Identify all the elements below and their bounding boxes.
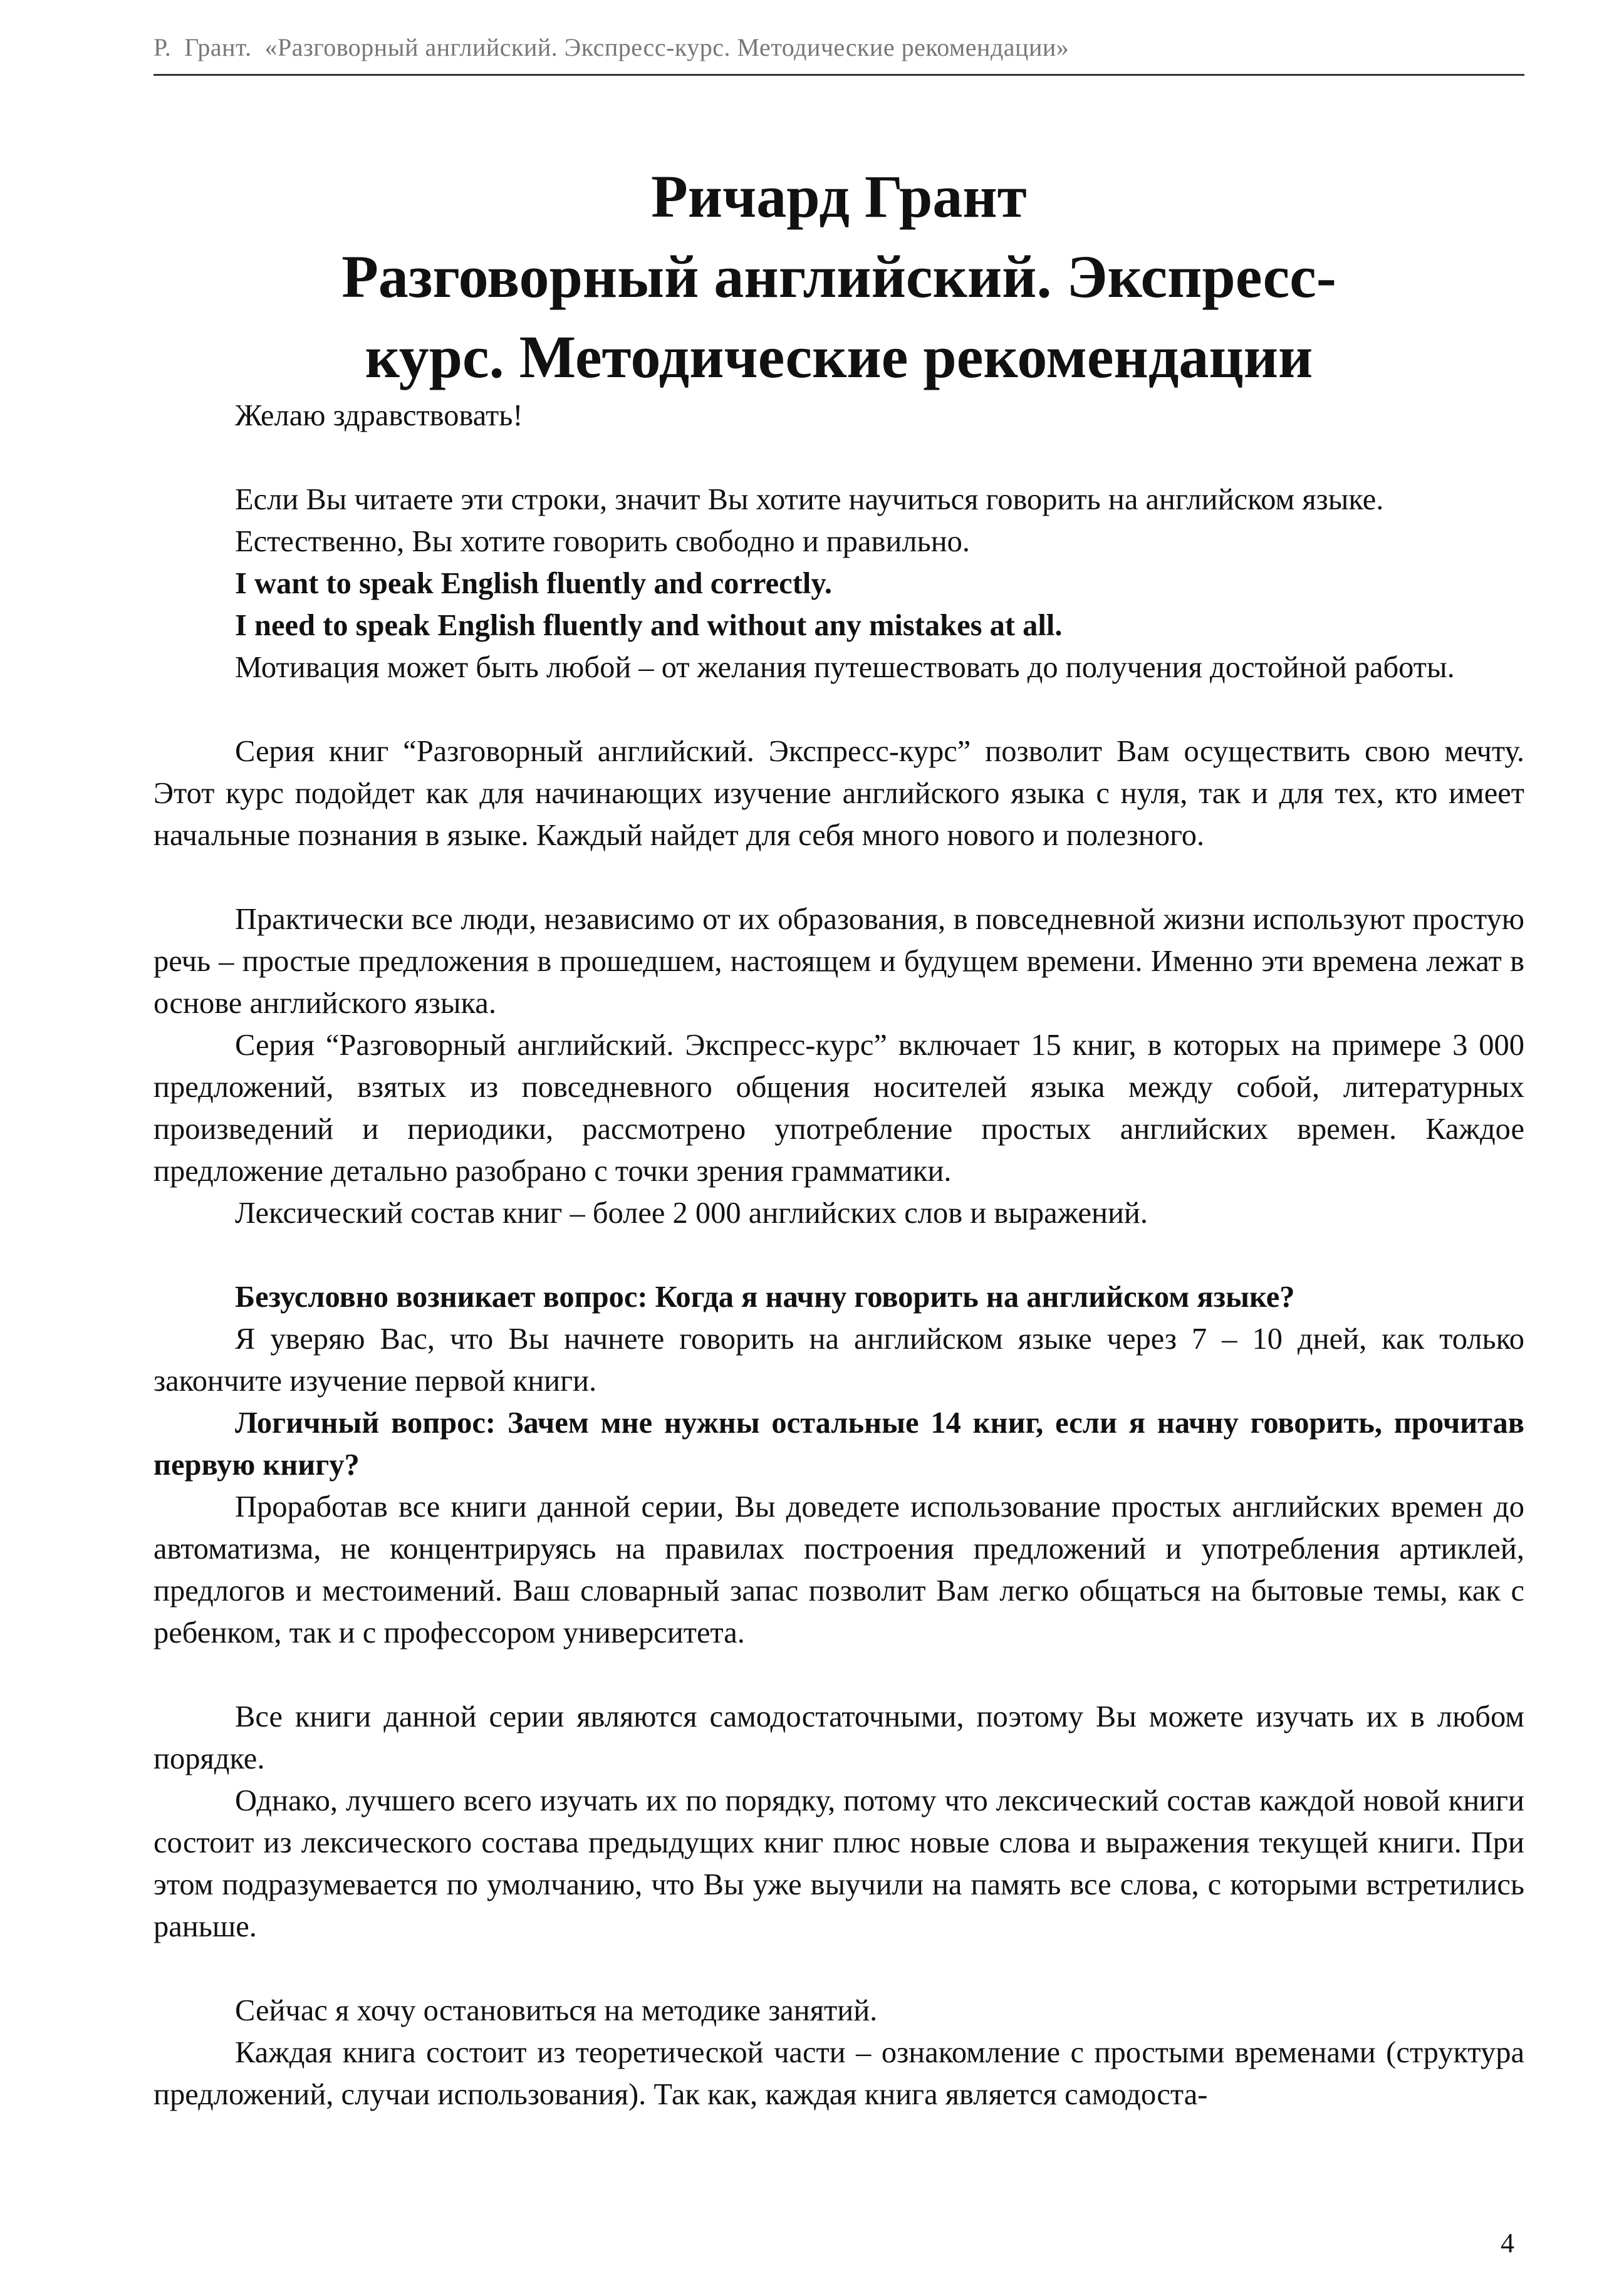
- paragraph-gap: [154, 1654, 1524, 1696]
- paragraph: Если Вы читаете эти строки, значит Вы хотите научиться говорить на английском языке.: [235, 483, 1384, 516]
- paragraph: Серия “Разговорный английский. Экспресс-курс” включает 15 книг, в которых на примере 3 000 предложений, взятых из повседневного общения носителей языка между собой, литературных произведений и периодики, рассмотрено употребление простых английских времен. Каждое предложение детально разобрано с точки зрения грамматики.: [154, 1029, 1524, 1188]
- paragraph-gap: [154, 437, 1524, 479]
- paragraph: Проработав все книги данной серии, Вы доведете использование простых английских времен до автоматизма, не концентрируясь на правилах построения предложений и употребления артиклей, предлогов и местоимений. Ваш словарный запас позволит Вам легко общаться на бытовые темы, как с ребенком, так и с профессором университета.: [154, 1490, 1524, 1649]
- paragraph: Естественно, Вы хотите говорить свободно и правильно.: [235, 525, 971, 558]
- paragraph-gap: [154, 856, 1524, 898]
- paragraph: Однако, лучшего всего изучать их по порядку, потому что лексический состав каждой новой книги состоит из лексического состава предыдущих книг плюс новые слова и выражения текущей книги. При этом подразумевается по умолчанию, что Вы уже выучили на память все слова, с которыми встретились раньше.: [154, 1784, 1524, 1943]
- bold-paragraph: I need to speak English fluently and without any mistakes at all.: [235, 609, 1063, 642]
- body-text: [154, 395, 1524, 2116]
- paragraph: Мотивация может быть любой – от желания путешествовать до получения достойной работы.: [235, 651, 1455, 684]
- paragraph-gap: [154, 1948, 1524, 1990]
- running-head: Р. Грант. «Разговорный английский. Экспресс-курс. Методические рекомендации»: [154, 33, 1070, 61]
- title-line-1: Разговорный английский. Экспресс-: [341, 243, 1336, 310]
- bold-paragraph: Безусловно возникает вопрос: Когда я начну говорить на английском языке?: [235, 1280, 1295, 1314]
- bold-paragraph: Логичный вопрос: Зачем мне нужны остальные 14 книг, если я начну говорить, прочитав первую книгу?: [154, 1406, 1524, 1482]
- paragraph: Лексический состав книг – более 2 000 английских слов и выражений.: [235, 1197, 1148, 1230]
- title-line-2: курс. Методические рекомендации: [365, 323, 1313, 390]
- title-author: Ричард Грант: [651, 163, 1027, 230]
- page-title: [154, 157, 1524, 397]
- bold-paragraph: I want to speak English fluently and correctly.: [235, 567, 833, 600]
- paragraph: Каждая книга состоит из теоретической части – ознакомление с простыми временами (структура предложений, случаи использования). Так как, каждая книга является самодоста-: [154, 2036, 1524, 2111]
- paragraph: Сейчас я хочу остановиться на методике занятий.: [235, 1994, 878, 2027]
- paragraph: Практически все люди, независимо от их образования, в повседневной жизни используют простую речь – простые предложения в прошедшем, настоящем и будущем времени. Именно эти времена лежат в основе английского языка.: [154, 903, 1524, 1020]
- paragraph-gap: [154, 688, 1524, 730]
- page-number: 4: [1501, 2228, 1514, 2258]
- paragraph: Все книги данной серии являются самодостаточными, поэтому Вы можете изучать их в любом порядке.: [154, 1700, 1524, 1775]
- paragraph-gap: [154, 1234, 1524, 1276]
- paragraph: Я уверяю Вас, что Вы начнете говорить на английском языке через 7 – 10 дней, как только закончите изучение первой книги.: [154, 1322, 1524, 1398]
- paragraph: Серия книг “Разговорный английский. Экспресс-курс” позволит Вам осуществить свою мечту. Этот курс подойдет как для начинающих изучение английского языка с нуля, так и для тех, кто имеет начальные познания в языке. Каждый найдет для себя много нового и полезного.: [154, 735, 1524, 852]
- header-divider: [154, 74, 1524, 76]
- paragraph: Желаю здравствовать!: [235, 399, 523, 432]
